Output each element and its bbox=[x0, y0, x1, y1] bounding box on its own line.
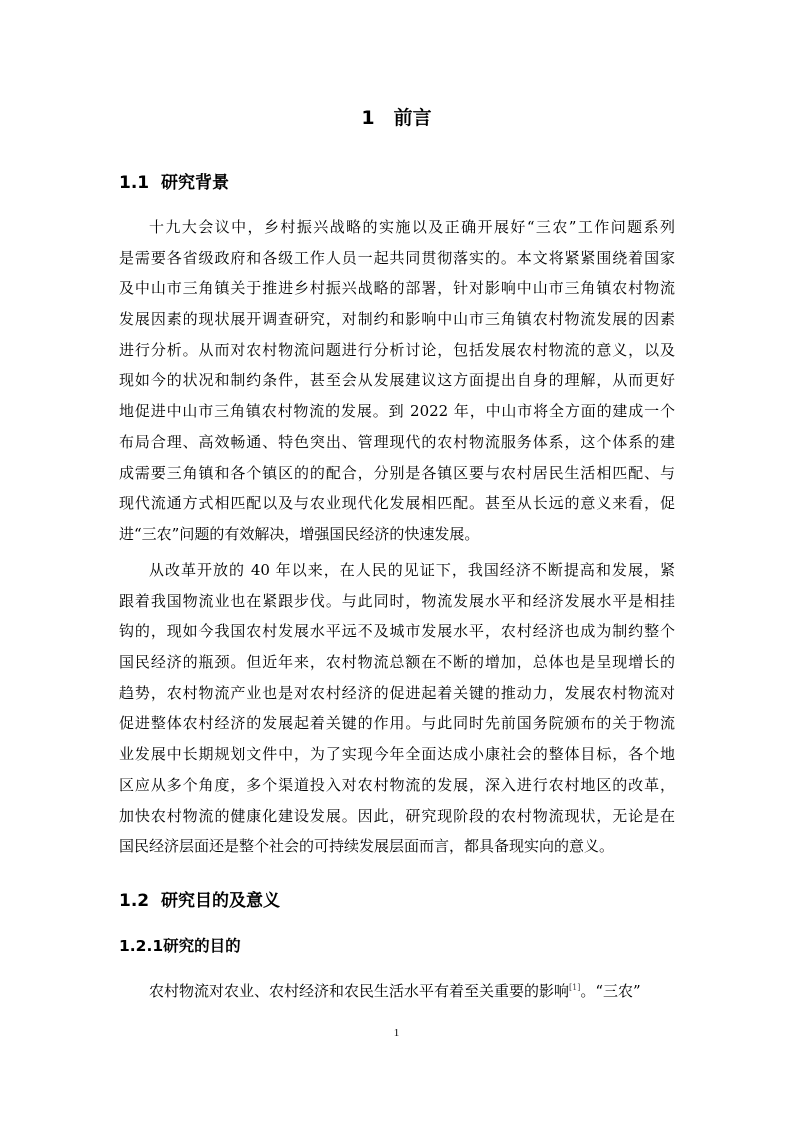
text-line: 跟着我国物流业也在紧跟步伐。与此同时，物流发展水平和经济发展水平是相挂 bbox=[119, 591, 675, 610]
chapter-title: 1 前言 bbox=[361, 107, 432, 129]
text-line: 业发展中长期规划文件中，为了实现今年全面达成小康社会的整体目标，各个地 bbox=[119, 745, 675, 764]
text-line bbox=[119, 973, 675, 1004]
text-line: 加快农村物流的健康化建设发展。因此，研究现阶段的农村物流现状，无论是在 bbox=[119, 806, 675, 825]
citation-marker[interactable]: [1] bbox=[569, 983, 581, 992]
section-heading-1-2: 1.2 研究目的及意义 bbox=[119, 891, 280, 911]
paragraph-purpose bbox=[119, 973, 675, 1004]
text-line: 成需要三角镇和各个镇区的的配合，分别是各镇区要与农村居民生活相匹配、与 bbox=[119, 463, 675, 482]
text-run: 农村物流对农业、农村经济和农民生活水平有着至关重要的影响 bbox=[149, 982, 570, 1000]
text-line: 国民经济层面还是整个社会的可持续发展层面而言，都具备现实向的意义。 bbox=[119, 837, 615, 856]
paragraph-background-2 bbox=[119, 555, 675, 862]
subsection-heading-1-2-1: 1.2.1研究的目的 bbox=[119, 937, 241, 955]
text-run: 。“三农” bbox=[580, 982, 641, 1000]
text-line: 趋势，农村物流产业也是对农村经济的促进起着关键的推动力，发展农村物流对 bbox=[119, 683, 675, 702]
text-line: 发展因素的现状展开调查研究，对制约和影响中山市三角镇农村物流发展的因素 bbox=[119, 310, 675, 329]
text-line: 是需要各省级政府和各级工作人员一起共同贯彻落实的。本文将紧紧围绕着国家 bbox=[119, 248, 675, 267]
text-line: 国民经济的瓶颈。但近年来，农村物流总额在不断的增加，总体也是呈现增长的 bbox=[119, 653, 675, 672]
paragraph-background-1 bbox=[119, 212, 675, 550]
section-heading-1-1: 1.1 研究背景 bbox=[119, 173, 229, 193]
text-line: 现如今的状况和制约条件，甚至会从发展建议这方面提出自身的理解，从而更好 bbox=[119, 371, 675, 390]
text-line: 从改革开放的 40 年以来，在人民的见证下，我国经济不断提高和发展，紧 bbox=[149, 561, 675, 579]
text-line: 进行分析。从而对农村物流问题进行分析讨论，包括发展农村物流的意义，以及 bbox=[119, 340, 675, 359]
text-line: 及中山市三角镇关于推进乡村振兴战略的部署，针对影响中山市三角镇农村物流 bbox=[119, 279, 675, 298]
text-line: 十九大会议中，乡村振兴战略的实施以及正确开展好“三农”工作问题系列 bbox=[149, 218, 675, 236]
text-line: 地促进中山市三角镇农村物流的发展。到 2022 年，中山市将全方面的建成一个 bbox=[119, 402, 675, 421]
text-line: 进“三农”问题的有效解决，增强国民经济的快速发展。 bbox=[119, 524, 480, 543]
text-line: 现代流通方式相匹配以及与农业现代化发展相匹配。甚至从长远的意义来看，促 bbox=[119, 494, 675, 513]
text-line: 布局合理、高效畅通、特色突出、管理现代的农村物流服务体系，这个体系的建 bbox=[119, 432, 675, 451]
text-line: 区应从多个角度，多个渠道投入对农村物流的发展，深入进行农村地区的改革， bbox=[119, 775, 675, 794]
page-number: 1 bbox=[393, 1027, 400, 1039]
text-line: 钩的，现如今我国农村发展水平远不及城市发展水平，农村经济也成为制约整个 bbox=[119, 622, 675, 641]
text-line: 促进整体农村经济的发展起着关键的作用。与此同时先前国务院颁布的关于物流 bbox=[119, 714, 675, 733]
